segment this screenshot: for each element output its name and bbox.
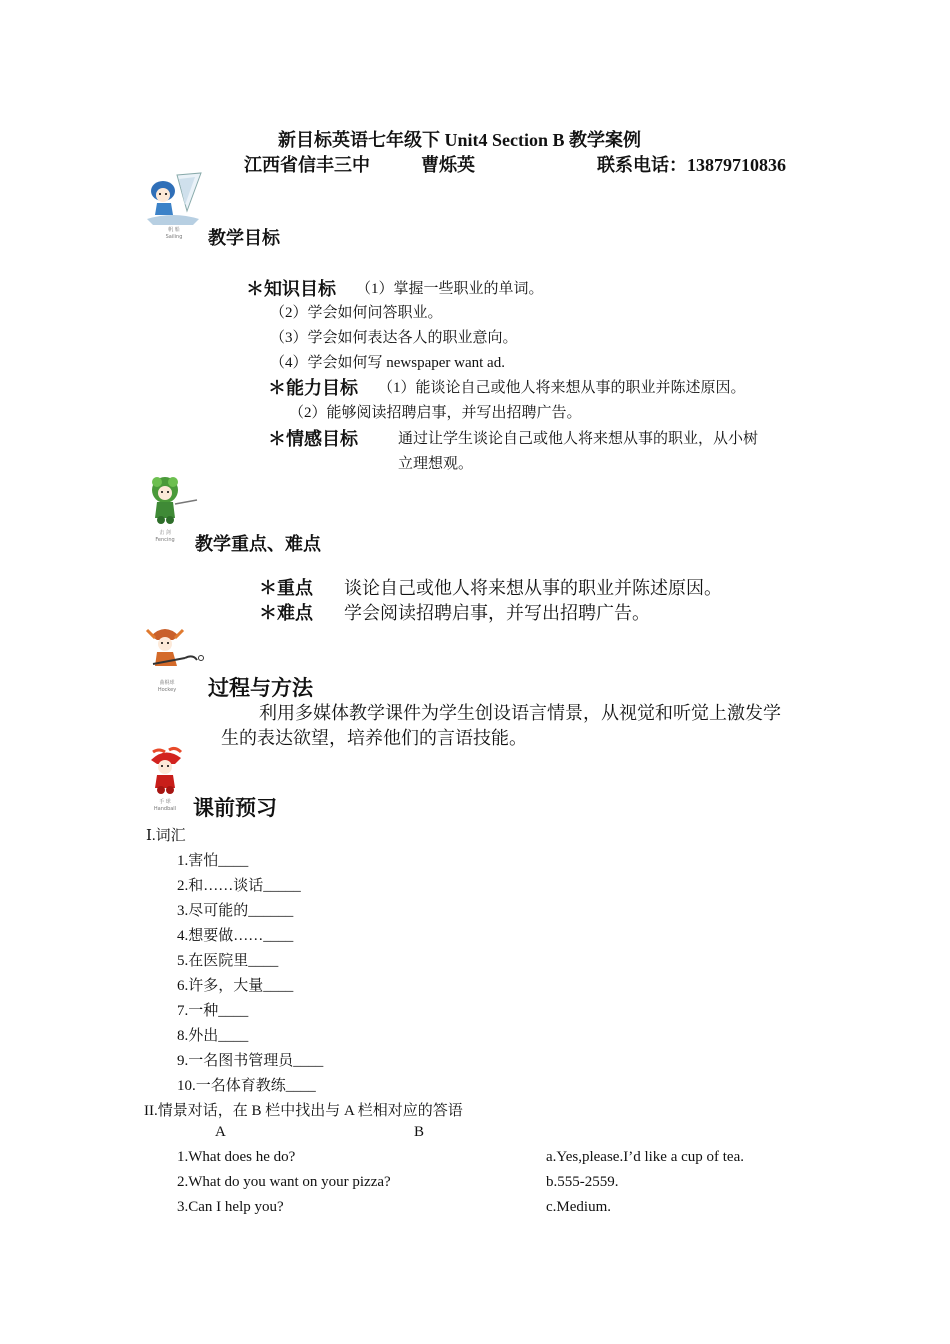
mascot-caption-en: Handball [153,806,177,812]
mascot-caption-en: Fencing [155,537,175,543]
key-label: ＊重点 [259,578,313,598]
mascot-caption-en: Hockey [157,687,177,693]
vocab-item: 6.许多，大量____ [177,978,294,994]
process-text: 生的表达欲望，培养他们的言语技能。 [221,728,527,748]
column-a-item: 3.Can I help you? [177,1199,284,1215]
contact-phone: 联系电话：13879710836 [597,155,786,175]
vocab-title: Ⅰ.词汇 [146,828,186,844]
column-a-item: 2.What do you want on your pizza? [177,1174,391,1190]
knowledge-item: （3）学会如何表达各人的职业意向。 [270,330,518,346]
vocab-item: 5.在医院里____ [177,953,279,969]
vocab-item: 9.一名图书管理员____ [177,1053,324,1069]
knowledge-item: （4）学会如何写 newspaper want ad. [270,355,505,371]
mascot-caption-cn: 帆 船 [168,227,180,233]
document-title: 新目标英语七年级下 Unit4 Section B 教学案例 [278,130,642,150]
difficult-label: ＊难点 [259,603,313,623]
vocab-item: 8.外出____ [177,1028,249,1044]
difficult-text: 学会阅读招聘启事，并写出招聘广告。 [344,603,650,623]
process-text: 利用多媒体教学课件为学生创设语言情景，从视觉和听觉上激发学 [259,703,781,723]
knowledge-label: ＊知识目标 [246,279,336,299]
column-a-header: A [215,1124,226,1140]
key-text: 谈论自己或他人将来想从事的职业并陈述原因。 [344,578,722,598]
column-b-item: c.Medium. [546,1199,611,1215]
emotion-text: 通过让学生谈论自己或他人将来想从事的职业，从小树 [398,431,759,447]
column-b-header: B [414,1124,425,1140]
emotion-text: 立理想观。 [398,456,474,472]
emotion-label: ＊情感目标 [268,429,358,449]
column-a-item: 1.What does he do? [177,1149,296,1165]
vocab-item: 4.想要做……____ [177,928,294,944]
mascot-caption-cn: 曲棍球 [159,680,175,686]
key-points-heading: 教学重点、难点 [195,534,321,554]
knowledge-item: （1）掌握一些职业的单词。 [356,281,544,297]
vocab-item: 7.一种____ [177,1003,249,1019]
author-name: 曹烁英 [421,155,475,175]
mascot-caption-cn: 手 球 [159,799,171,805]
school-name: 江西省信丰三中 [244,155,370,175]
mascot-caption-cn: 击 剑 [159,530,171,536]
ability-item: （1）能谈论自己或他人将来想从事的职业并陈述原因。 [378,380,746,396]
vocab-item: 2.和……谈话_____ [177,878,301,894]
vocab-item: 10.一名体育教练____ [177,1078,316,1094]
mascot-caption-en: Sailing [165,234,183,240]
knowledge-item: （2）学会如何问答职业。 [270,305,443,321]
column-b-item: a.Yes,please.I’d like a cup of tea. [546,1149,744,1165]
vocab-item: 1.害怕____ [177,853,249,869]
ability-label: ＊能力目标 [268,378,358,398]
dialog-title: II.情景对话，在 B 栏中找出与 A 栏相对应的答语 [144,1103,463,1119]
preview-heading: 课前预习 [193,796,277,820]
hockey-mascot-icon [143,624,205,696]
sailing-mascot-icon [143,171,205,243]
column-b-item: b.555-2559. [546,1174,619,1190]
vocab-item: 3.尽可能的______ [177,903,294,919]
process-heading: 过程与方法 [208,676,313,700]
ability-item: （2）能够阅读招聘启事，并写出招聘广告。 [289,405,582,421]
objectives-heading: 教学目标 [208,228,280,248]
